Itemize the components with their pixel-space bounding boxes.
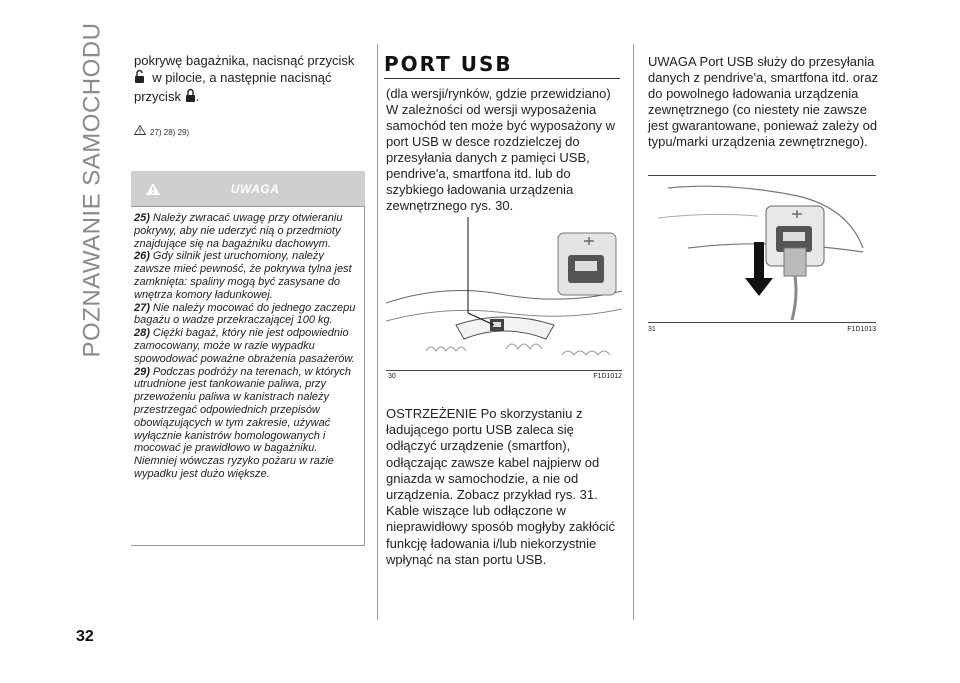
unlock-icon — [134, 69, 145, 88]
warning-item: 27) Nie należy mocować do jednego zaczepu bagażu o wadze przekraczającej 100 kg. — [134, 301, 356, 327]
column-divider-2 — [633, 44, 634, 620]
figure-31-caption: 31 F1D1013 — [648, 326, 876, 333]
page-number: 32 — [76, 628, 94, 645]
warning-item: 28) Ciężki bagaż, który nie jest odpowiednio zamocowany, może w razie wypadku spowodować poważne obrażenia pasażerów. — [134, 327, 355, 365]
figure-30-image — [386, 213, 622, 368]
warning-title: UWAGA — [230, 181, 280, 196]
warning-item: 26) Gdy silnik jest uruchomiony, należy zawsze mieć pewność, że pokrywa tylna jest zamknięta: spaliny mogą być zasysane do wnętrza komory ładunkowej. — [134, 250, 352, 301]
usb-note-paragraph: UWAGA Port USB służy do przesyłania danych z pendrive'a, smartfona itd. oraz do powolnego ładowania urządzenia zewnętrznego (co niestety nie zawsze jest gwarantowane, ponieważ zależy od typu/marki urządzenia zewnętrznego). — [648, 54, 879, 149]
intro-line-2: w pilocie, a następnie nacisnąć — [152, 69, 332, 85]
column-divider-1 — [377, 44, 378, 620]
figure-31-rule — [648, 322, 876, 323]
warning-header — [131, 171, 365, 206]
warning-item: 25) Należy zwracać uwagę przy otwieraniu pokrywy, aby nie uderzyć nią o przedmioty znajdujące się na bagażniku dachowym. — [134, 212, 343, 250]
heading-rule — [384, 78, 620, 79]
figure-30-caption: 30 F1D1012 — [388, 373, 622, 380]
warning-triangle-icon — [134, 125, 146, 141]
usb-intro-paragraph: (dla wersji/rynków, gdzie przewidziano) W zależności od wersji wyposażenia samochód ten może być wyposażony w port USB w desce rozdzielczej do przesyłania danych z pamięci USB, pendrive'a, smartfona itd. lub do szybkiego ładowania urządzenia zewnętrznego rys. 30. — [386, 86, 616, 213]
figure-31-image — [648, 178, 876, 320]
warning-list — [134, 212, 362, 481]
warning-triangle-icon — [145, 182, 161, 196]
warning-item: 29) Podczas podróży na terenach, w których utrudnione jest tankowanie paliwa, przy przewożeniu paliwa w kanistrach należy przestrzegać odpowiednich przepisów obowiązujących w tym zakresie, używać wyłącznie kanistrów homologowanych i mocować je prawidłowo w bagażniku. Niemniej wówczas ryzyko pożaru w razie wypadku jest dużo większe. — [134, 365, 352, 480]
caution-paragraph: OSTRZEŻENIE Po skorzystaniu z ładującego portu USB zaleca się odłączyć urządzenie (smartfon), odłączając zawsze kabel najpierw od gniazda w samochodzie, a nie od urządzenia. Zobacz przykład rys. 31. Kable wiszące lub odłączone w nieprawidłowy sposób mogłyby zakłócić funkcję ładowania i/lub niekorzystnie wpłynąć na stan portu USB. — [386, 406, 616, 567]
section-heading: PORT USB — [384, 52, 513, 76]
figure-31-top-rule — [648, 175, 876, 176]
side-section-title: POZNAWANIE SAMOCHODU — [78, 22, 105, 358]
intro-line-1: pokrywę bagażnika, nacisnąć przycisk — [134, 53, 355, 68]
warning-references: 27) 28) 29) — [134, 125, 366, 141]
column-1-intro: pokrywę bagażnika, nacisnąć przycisk w pilocie, a następnie nacisnąć przycisk . 27) 28) 29) — [134, 53, 366, 141]
figure-30-rule — [386, 370, 622, 371]
intro-line-3: przycisk — [134, 88, 181, 104]
trunk-lock-icon — [185, 88, 196, 107]
